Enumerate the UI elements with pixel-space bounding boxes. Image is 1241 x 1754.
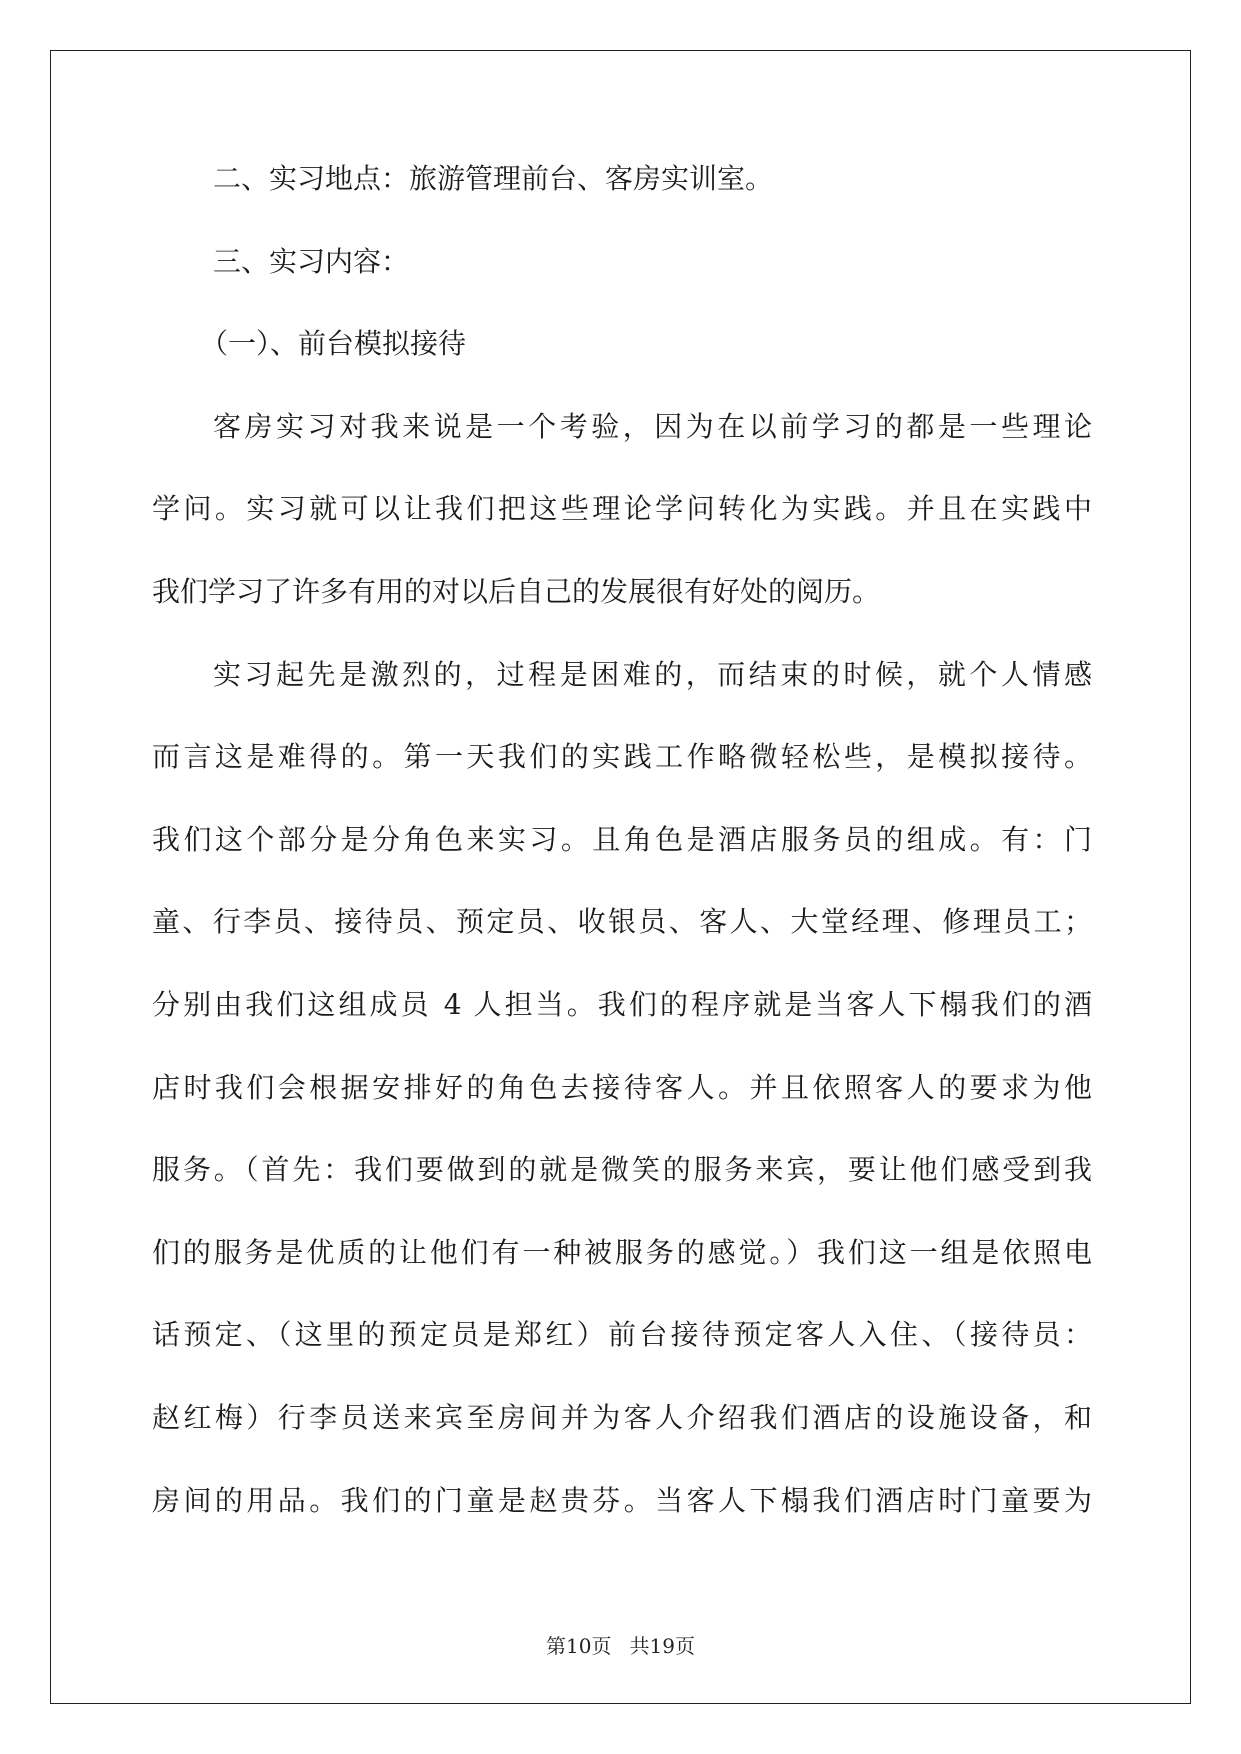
- text-line: 分别由我们这组成员 4 人担当。我们的程序就是当客人下榻我们的酒: [152, 989, 1092, 1020]
- text-line: 学问。实习就可以让我们把这些理论学问转化为实践。并且在实践中: [152, 494, 1092, 525]
- text-line: 赵红梅）行李员送来宾至房间并为客人介绍我们酒店的设施设备，和: [152, 1402, 1092, 1433]
- text-line: 我们这个部分是分角色来实习。且角色是酒店服务员的组成。有：门: [152, 824, 1092, 855]
- text-line: 童、行李员、接待员、预定员、收银员、客人、大堂经理、修理员工；: [152, 907, 1092, 938]
- page-total: 共19页: [629, 1634, 695, 1658]
- page-footer: [0, 1634, 1241, 1658]
- text-line: 三、实习内容：: [213, 246, 410, 277]
- text-line: 们的服务是优质的让他们有一种被服务的感觉。）我们这一组是依照电: [152, 1237, 1092, 1268]
- text-line: （一）、前台模拟接待: [200, 329, 467, 360]
- text-line: 房间的用品。我们的门童是赵贵芬。当客人下榻我们酒店时门童要为: [152, 1485, 1092, 1516]
- text-line: 客房实习对我来说是一个考验，因为在以前学习的都是一些理论: [213, 411, 1092, 442]
- page-number: 第10页: [546, 1634, 612, 1658]
- text-line: 而言这是难得的。第一天我们的实践工作略微轻松些，是模拟接待。: [152, 742, 1092, 773]
- text-line: 服务。（首先：我们要做到的就是微笑的服务来宾，要让他们感受到我: [152, 1155, 1092, 1186]
- text-line: 二、实习地点：旅游管理前台、客房实训室。: [213, 164, 774, 194]
- text-line: 店时我们会根据安排好的角色去接待客人。并且依照客人的要求为他: [152, 1072, 1092, 1103]
- text-line: 话预定、（这里的预定员是郑红）前台接待预定客人入住、（接待员：: [152, 1320, 1092, 1351]
- text-line: 我们学习了许多有用的对以后自己的发展很有好处的阅历。: [152, 576, 881, 607]
- document-body: [152, 164, 1092, 1568]
- text-line: 实习起先是激烈的，过程是困难的，而结束的时候，就个人情感: [213, 659, 1092, 690]
